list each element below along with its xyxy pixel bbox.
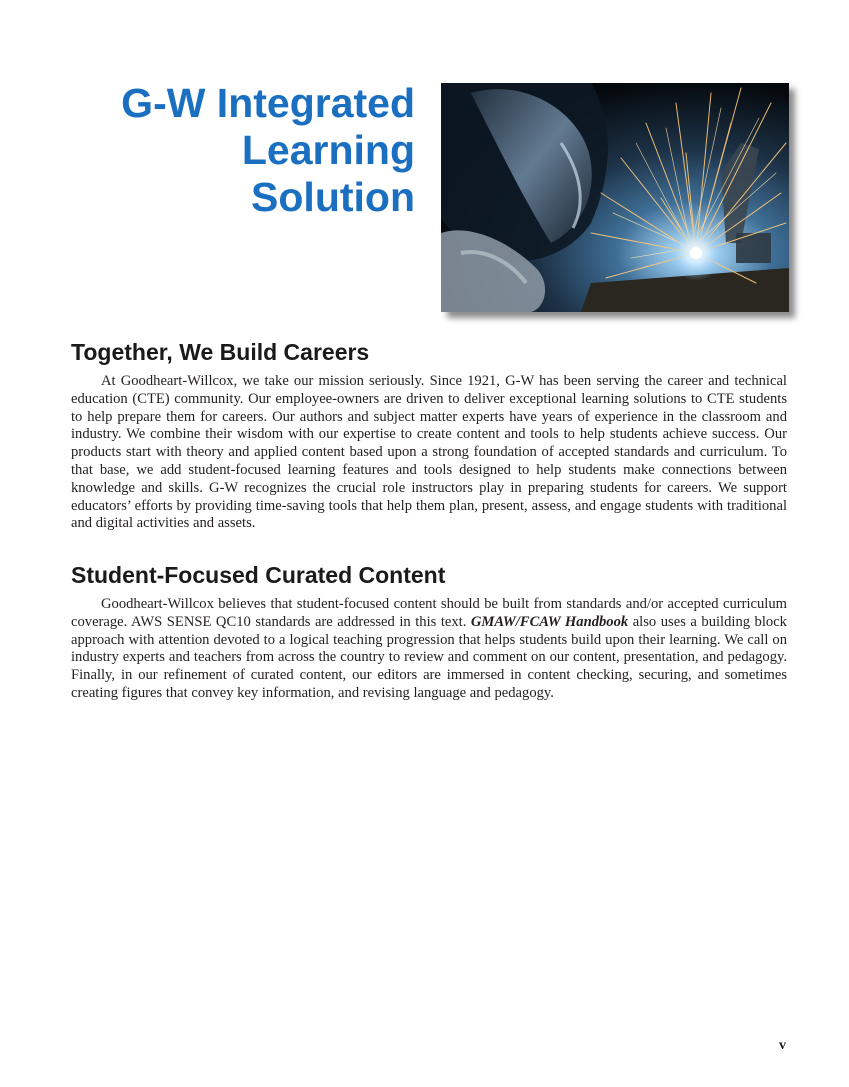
- title-line-3: Solution: [251, 174, 415, 220]
- title-line-1: G-W Integrated: [121, 80, 415, 126]
- title-line-2: Learning: [241, 127, 415, 173]
- page-title: [35, 80, 415, 221]
- section-heading-curated-content-text: Student-Focused Curated Content: [71, 562, 446, 588]
- paragraph-text-after: also uses a building block approach with attention devoted to a logical teaching progression that helps students build upon their learning. We call on industry experts and teachers from across the country to review and comment on our content, presentation, and pedagogy. Finally, in our refinement of curated content, our editors are immersed in content checking, securing, and sometimes creating figures that convey key information, and revising language and pedagogy.: [71, 613, 787, 701]
- paragraph-text-before: Goodheart-Willcox believes that student-focused content should be built from standards and/or accepted curriculum coverage. AWS SENSE QC10 standards are addressed in this text.: [71, 596, 787, 630]
- section-heading-curated-content: [71, 561, 445, 589]
- book-title: GMAW/FCAW Handbook: [470, 613, 629, 630]
- page-number: v: [779, 1038, 786, 1053]
- section-paragraph-curated-content: [71, 596, 787, 703]
- section-heading-careers: Together, We Build Careers: [71, 339, 370, 365]
- welding-photo: [441, 83, 789, 312]
- section-paragraph-careers: At Goodheart-Willcox, we take our mission seriously. Since 1921, G-W has been serving the career and technical education (CTE) community. Our employee-owners are driven to deliver exceptional learning solutions to CTE students to help prepare them for careers. Our authors and subject matter experts have years of experience in the classroom and industry. We combine their wisdom with our expertise to create content and tools to help students achieve success. Our products start with theory and applied content based upon a strong foundation of accepted standards and curriculum. To that base, we add student-focused learning features and tools designed to help students make connections between knowledge and skills. G-W recognizes the crucial role instructors play in preparing students for careers. We support educators’ efforts by providing time-saving tools that help them plan, present, assess, and engage students with traditional and digital activities and assets.: [71, 373, 787, 532]
- welding-photo-image: [441, 83, 789, 312]
